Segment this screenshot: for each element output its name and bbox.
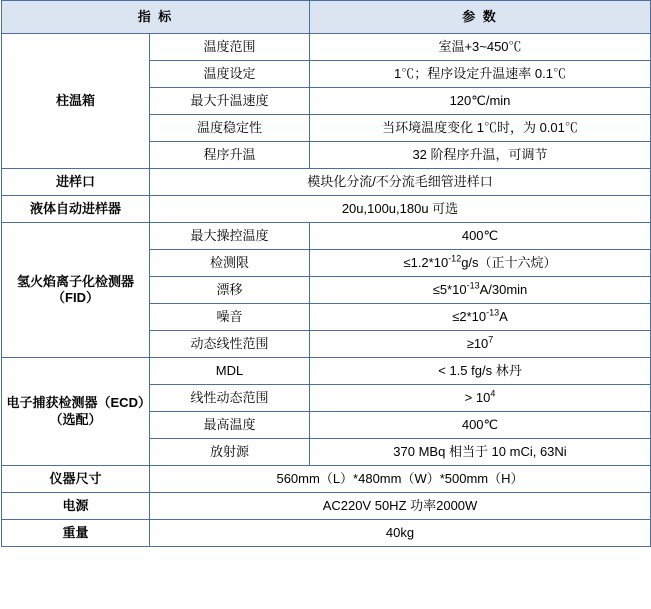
group-label-cell: 柱温箱 xyxy=(2,34,150,169)
parameter-value-cell: > $10^4$ xyxy=(310,385,651,412)
parameter-value-cell: 室温+3~450℃ xyxy=(310,34,651,61)
parameter-label-cell: 动态线性范围 xyxy=(150,331,310,358)
parameter-value-cell: $\le 5*10^{-13}A/30\min$ xyxy=(310,277,651,304)
parameter-value-cell: 20u,100u,180u 可选 xyxy=(150,196,651,223)
parameter-value-cell: 32 阶程序升温，可调节 xyxy=(310,142,651,169)
parameter-value-cell: 40kg xyxy=(150,520,651,547)
parameter-value-cell: 560mm（L）*480mm（W）*500mm（H） xyxy=(150,466,651,493)
parameter-label-cell: 漂移 xyxy=(150,277,310,304)
parameter-label-cell: 温度设定 xyxy=(150,61,310,88)
group-label-cell: 电子捕获检测器（ECD）（选配） xyxy=(2,358,150,466)
group-label-cell: 重量 xyxy=(2,520,150,547)
header-cell-indicator: 指 标 xyxy=(2,1,310,34)
table-row xyxy=(2,358,651,385)
table-row xyxy=(2,493,651,520)
parameter-value-cell: < 1.5 fg/s 林丹 xyxy=(310,358,651,385)
parameter-label-cell: 温度范围 xyxy=(150,34,310,61)
specification-table xyxy=(1,0,651,547)
parameter-value-cell: $\le 2*10^{-13}A$ xyxy=(310,304,651,331)
table-row xyxy=(2,520,651,547)
table-row xyxy=(2,466,651,493)
header-cell-parameter: 参 数 xyxy=(310,1,651,34)
parameter-value-cell: $\ge 10^7$ xyxy=(310,331,651,358)
group-label-cell: 仪器尺寸 xyxy=(2,466,150,493)
parameter-label-cell: 放射源 xyxy=(150,439,310,466)
table-row xyxy=(2,169,651,196)
table-row xyxy=(2,196,651,223)
parameter-label-cell: 温度稳定性 xyxy=(150,115,310,142)
parameter-value-cell: 模块化分流/不分流毛细管进样口 xyxy=(150,169,651,196)
parameter-value-cell: 400℃ xyxy=(310,412,651,439)
parameter-value-cell: 370 MBq 相当于 10 mCi, 63Ni xyxy=(310,439,651,466)
parameter-label-cell: 程序升温 xyxy=(150,142,310,169)
parameter-label-cell: MDL xyxy=(150,358,310,385)
parameter-value-cell: 当环境温度变化 1℃时，为 0.01℃ xyxy=(310,115,651,142)
parameter-label-cell: 噪音 xyxy=(150,304,310,331)
group-label-cell: 电源 xyxy=(2,493,150,520)
table-row xyxy=(2,34,651,61)
parameter-label-cell: 最大操控温度 xyxy=(150,223,310,250)
parameter-label-cell: 线性动态范围 xyxy=(150,385,310,412)
parameter-label-cell: 检测限 xyxy=(150,250,310,277)
group-label-cell: 进样口 xyxy=(2,169,150,196)
table-row xyxy=(2,223,651,250)
group-label-cell: 氢火焰离子化检测器（FID） xyxy=(2,223,150,358)
parameter-value-cell: 120℃/min xyxy=(310,88,651,115)
parameter-value-cell: 400℃ xyxy=(310,223,651,250)
parameter-label-cell: 最大升温速度 xyxy=(150,88,310,115)
parameter-value-cell: 1℃；程序设定升温速率 0.1℃ xyxy=(310,61,651,88)
parameter-value-cell: AC220V 50HZ 功率2000W xyxy=(150,493,651,520)
parameter-value-cell: $\le 1.2*10^{-12}g/s$（正十六烷） xyxy=(310,250,651,277)
table-header-row xyxy=(2,1,651,34)
group-label-cell: 液体自动进样器 xyxy=(2,196,150,223)
parameter-label-cell: 最高温度 xyxy=(150,412,310,439)
